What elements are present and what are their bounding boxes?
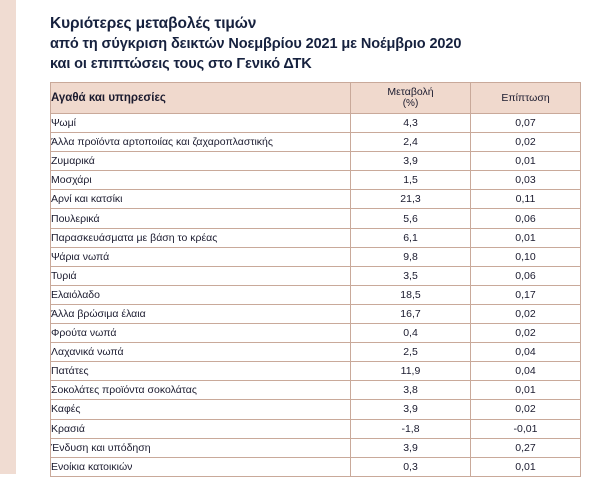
table-header-row (51, 83, 581, 114)
cell-goods: Μοσχάρι (51, 171, 351, 190)
cell-goods: Τυριά (51, 266, 351, 285)
cell-goods: Ζυμαρικά (51, 152, 351, 171)
left-accent-bar (0, 0, 16, 474)
cell-goods: Κρασιά (51, 419, 351, 438)
cell-change: 3,8 (351, 381, 471, 400)
cell-goods: Πουλερικά (51, 209, 351, 228)
table-header (51, 83, 581, 114)
cell-impact: 0,10 (471, 247, 581, 266)
cell-change: 0,3 (351, 457, 471, 476)
cell-goods: Ενοίκια κατοικιών (51, 457, 351, 476)
cell-change: 21,3 (351, 190, 471, 209)
table-row (51, 400, 581, 419)
cell-change: 9,8 (351, 247, 471, 266)
cell-impact: 0,27 (471, 438, 581, 457)
table-row (51, 285, 581, 304)
cell-change: 11,9 (351, 362, 471, 381)
cell-goods: Λαχανικά νωπά (51, 343, 351, 362)
cell-impact: 0,02 (471, 400, 581, 419)
cell-impact: 0,02 (471, 133, 581, 152)
cell-goods: Άλλα προϊόντα αρτοποιίας και ζαχαροπλαστικής (51, 133, 351, 152)
cell-impact: 0,04 (471, 362, 581, 381)
cell-impact: 0,02 (471, 324, 581, 343)
cell-impact: -0,01 (471, 419, 581, 438)
cell-change: 3,9 (351, 438, 471, 457)
table-row (51, 209, 581, 228)
price-changes-table (50, 82, 581, 477)
cell-change: 4,3 (351, 114, 471, 133)
cell-impact: 0,06 (471, 209, 581, 228)
table-row (51, 304, 581, 323)
table-row (51, 362, 581, 381)
title-line-3: και οι επιπτώσεις τους στο Γενικό ΔΤΚ (50, 56, 312, 72)
cell-change: 3,5 (351, 266, 471, 285)
column-header-change-unit: (%) (402, 98, 419, 109)
cell-goods: Ένδυση και υπόδηση (51, 438, 351, 457)
cell-change: 3,9 (351, 400, 471, 419)
cell-impact: 0,01 (471, 152, 581, 171)
cell-change: 6,1 (351, 228, 471, 247)
cell-impact: 0,17 (471, 285, 581, 304)
table-row (51, 114, 581, 133)
table-row (51, 381, 581, 400)
table-row (51, 228, 581, 247)
cell-change: 2,5 (351, 343, 471, 362)
cell-change: 0,4 (351, 324, 471, 343)
cell-impact: 0,01 (471, 381, 581, 400)
table-row (51, 247, 581, 266)
cell-change: 5,6 (351, 209, 471, 228)
table-body (51, 114, 581, 477)
document-content (16, 0, 600, 474)
cell-change: 3,9 (351, 152, 471, 171)
cell-goods: Παρασκευάσματα με βάση το κρέας (51, 228, 351, 247)
cell-impact: 0,04 (471, 343, 581, 362)
cell-change: 18,5 (351, 285, 471, 304)
cell-goods: Σοκολάτες προϊόντα σοκολάτας (51, 381, 351, 400)
table-row (51, 266, 581, 285)
table-row (51, 457, 581, 476)
cell-goods: Άλλα βρώσιμα έλαια (51, 304, 351, 323)
cell-impact: 0,06 (471, 266, 581, 285)
table-row (51, 152, 581, 171)
cell-goods: Ελαιόλαδο (51, 285, 351, 304)
cell-goods: Ψάρια νωπά (51, 247, 351, 266)
cell-impact: 0,01 (471, 228, 581, 247)
cell-goods: Αρνί και κατσίκι (51, 190, 351, 209)
cell-goods: Φρούτα νωπά (51, 324, 351, 343)
cell-change: 16,7 (351, 304, 471, 323)
column-header-change (351, 83, 471, 114)
table-row (51, 324, 581, 343)
cell-impact: 0,01 (471, 457, 581, 476)
column-header-impact: Επίπτωση (471, 83, 581, 114)
column-header-change-label: Μεταβολή (387, 86, 434, 98)
column-header-goods: Αγαθά και υπηρεσίες (51, 83, 351, 114)
table-row (51, 133, 581, 152)
title-line-2: από τη σύγκριση δεικτών Νοεμβρίου 2021 με Νοέμβριο 2020 (50, 36, 462, 52)
cell-goods: Ψωμί (51, 114, 351, 133)
title-line-1: Κυριότερες μεταβολές τιμών (50, 15, 257, 32)
cell-goods: Πατάτες (51, 362, 351, 381)
table-row (51, 438, 581, 457)
cell-change: 1,5 (351, 171, 471, 190)
cell-impact: 0,03 (471, 171, 581, 190)
page-title (50, 14, 582, 74)
table-row (51, 190, 581, 209)
cell-impact: 0,07 (471, 114, 581, 133)
table-row (51, 419, 581, 438)
cell-change: -1,8 (351, 419, 471, 438)
cell-goods: Καφές (51, 400, 351, 419)
cell-impact: 0,11 (471, 190, 581, 209)
table-row (51, 343, 581, 362)
cell-impact: 0,02 (471, 304, 581, 323)
cell-change: 2,4 (351, 133, 471, 152)
table-row (51, 171, 581, 190)
